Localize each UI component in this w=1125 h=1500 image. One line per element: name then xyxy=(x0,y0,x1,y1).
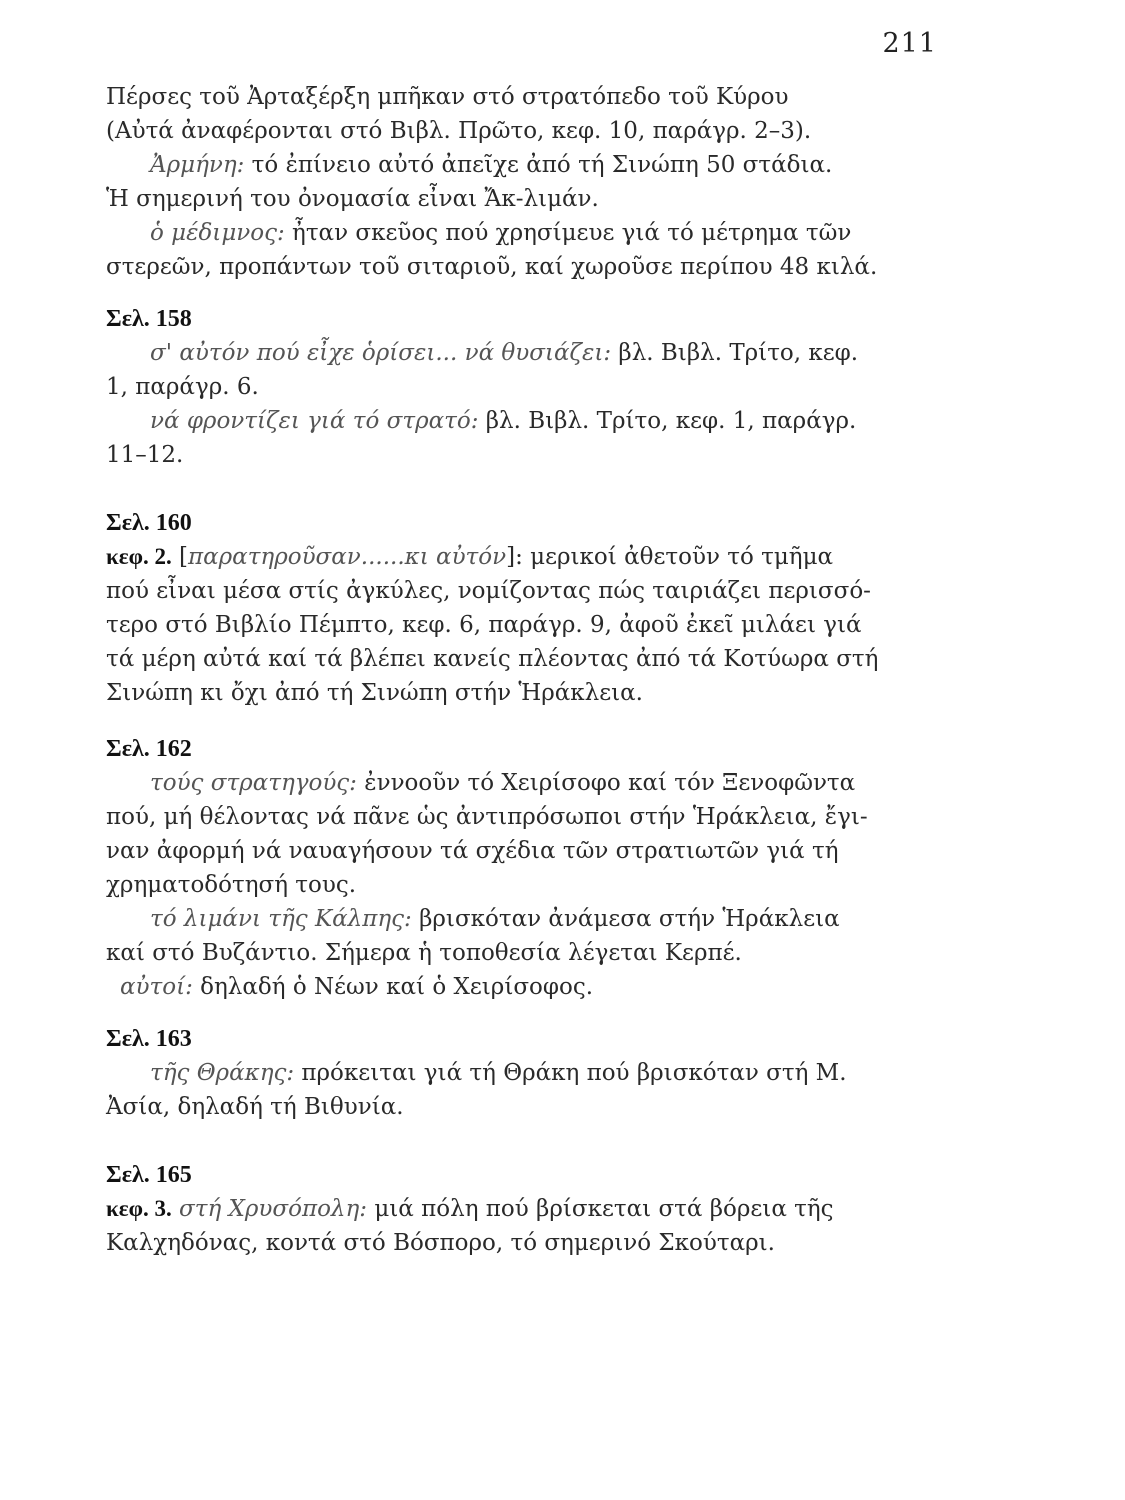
page-number: 211 xyxy=(882,28,937,59)
section-heading: Σελ. 160 xyxy=(106,510,192,536)
text-line xyxy=(106,404,936,438)
section-160 xyxy=(106,506,936,710)
text: Καλχηδόνας, κοντά στό Βόσπορο, τό σημερινό Σκούταρι. xyxy=(106,1230,775,1256)
term: ὁ μέδιμνος: xyxy=(150,220,285,246)
text-line xyxy=(106,970,936,1004)
term: αὐτοί: xyxy=(120,974,193,1000)
text-line xyxy=(106,1090,936,1124)
text-line xyxy=(106,902,936,936)
text: στερεῶν, προπάντων τοῦ σιταριοῦ, καί χωροῦσε περίπου 48 κιλά. xyxy=(106,254,878,280)
text: ]: μερικοί ἀθετοῦν τό τμῆμα xyxy=(506,544,834,570)
text: βλ. Βιβλ. Τρίτο, κεφ. 1, παράγρ. xyxy=(478,408,857,434)
term: Ἀρμήνη: xyxy=(150,152,245,178)
text-line xyxy=(106,766,936,800)
term: σ' αὐτόν πού εἶχε ὁρίσει... νά θυσιάζει: xyxy=(150,340,612,366)
term: νά φροντίζει γιά τό στρατό: xyxy=(150,408,479,434)
section-heading: Σελ. 162 xyxy=(106,736,192,762)
term: τό λιμάνι τῆς Κάλπης: xyxy=(150,906,412,932)
text: πού εἶναι μέσα στίς ἀγκύλες, νομίζοντας πώς ταιριάζει περισσό- xyxy=(106,578,871,604)
text-line xyxy=(106,800,936,834)
text: Πέρσες τοῦ Ἀρταξέρξη μπῆκαν στό στρατόπεδο τοῦ Κύρου xyxy=(106,84,789,110)
intro-block xyxy=(106,80,936,284)
text: βρισκόταν ἀνάμεσα στήν Ἡράκλεια xyxy=(411,906,840,932)
term: τῆς Θράκης: xyxy=(150,1060,295,1086)
text: Ἀσία, δηλαδή τή Βιθυνία. xyxy=(106,1094,404,1120)
text: τερο στό Βιβλίο Πέμπτο, κεφ. 6, παράγρ. 9, ἀφοῦ ἐκεῖ μιλάει γιά xyxy=(106,612,862,638)
text: πρόκειται γιά τή Θράκη πού βρισκόταν στή Μ. xyxy=(294,1060,847,1086)
text: μιά πόλη πού βρίσκεται στά βόρεια τῆς xyxy=(367,1196,834,1222)
section-162 xyxy=(106,732,936,1004)
text: [ xyxy=(171,544,188,570)
text-line xyxy=(106,148,936,182)
text-line xyxy=(106,574,936,608)
text: (Αὐτά ἀναφέρονται στό Βιβλ. Πρῶτο, κεφ. 10, παράγρ. 2–3). xyxy=(106,118,812,144)
section-heading: Σελ. 163 xyxy=(106,1026,192,1052)
text: 1, παράγρ. 6. xyxy=(106,374,259,400)
text: βλ. Βιβλ. Τρίτο, κεφ. xyxy=(611,340,859,366)
section-163 xyxy=(106,1022,936,1124)
chapter-ref: κεφ. 2. xyxy=(106,544,172,569)
text: τό ἐπίνειο αὐτό ἀπεῖχε ἀπό τή Σινώπη 50 στάδια. xyxy=(244,152,833,178)
text: ναν ἀφορμή νά ναυαγήσουν τά σχέδια τῶν στρατιωτῶν γιά τή xyxy=(106,838,839,864)
text: δηλαδή ὁ Νέων καί ὁ Χειρίσοφος. xyxy=(192,974,594,1000)
text-line xyxy=(106,1192,936,1226)
term: παρατηροῦσαν......κι αὐτόν xyxy=(188,544,507,570)
text-line xyxy=(106,80,936,114)
text: ἦταν σκεῦος πού χρησίμευε γιά τό μέτρημα τῶν xyxy=(284,220,852,246)
term: στή Χρυσόπολη: xyxy=(171,1196,368,1222)
text: καί στό Βυζάντιο. Σήμερα ἡ τοποθεσία λέγεται Κερπέ. xyxy=(106,940,742,966)
text: 11–12. xyxy=(106,442,184,468)
section-heading: Σελ. 165 xyxy=(106,1162,192,1188)
section-165 xyxy=(106,1158,936,1260)
text-line xyxy=(106,834,936,868)
text: χρηματοδότησή τους. xyxy=(106,872,357,898)
text: πού, μή θέλοντας νά πᾶνε ὡς ἀντιπρόσωποι στήν Ἡράκλεια, ἔγι- xyxy=(106,804,868,830)
text-line xyxy=(106,868,936,902)
text-line xyxy=(106,370,936,404)
text-line xyxy=(106,936,936,970)
text-line xyxy=(106,540,936,574)
text-line xyxy=(106,336,936,370)
text-line xyxy=(106,608,936,642)
term: τούς στρατηγούς: xyxy=(150,770,357,796)
text-line xyxy=(106,676,936,710)
text-line xyxy=(106,216,936,250)
section-heading: Σελ. 158 xyxy=(106,306,192,332)
section-158 xyxy=(106,302,936,472)
text: ἐννοοῦν τό Χειρίσοφο καί τόν Ξενοφῶντα xyxy=(356,770,856,796)
text-line xyxy=(106,438,936,472)
text-line xyxy=(106,1226,936,1260)
text-line xyxy=(106,114,936,148)
text-line xyxy=(106,642,936,676)
text: Ἡ σημερινή του ὀνομασία εἶναι Ἄκ-λιμάν. xyxy=(106,186,599,212)
text-line xyxy=(106,1056,936,1090)
text-line xyxy=(106,182,936,216)
text: Σινώπη κι ὄχι ἀπό τή Σινώπη στήν Ἡράκλεια. xyxy=(106,680,643,706)
page-body xyxy=(106,80,936,1260)
text-line xyxy=(106,250,936,284)
text: τά μέρη αὐτά καί τά βλέπει κανείς πλέοντας ἀπό τά Κοτύωρα στή xyxy=(106,646,879,672)
chapter-ref: κεφ. 3. xyxy=(106,1196,172,1221)
